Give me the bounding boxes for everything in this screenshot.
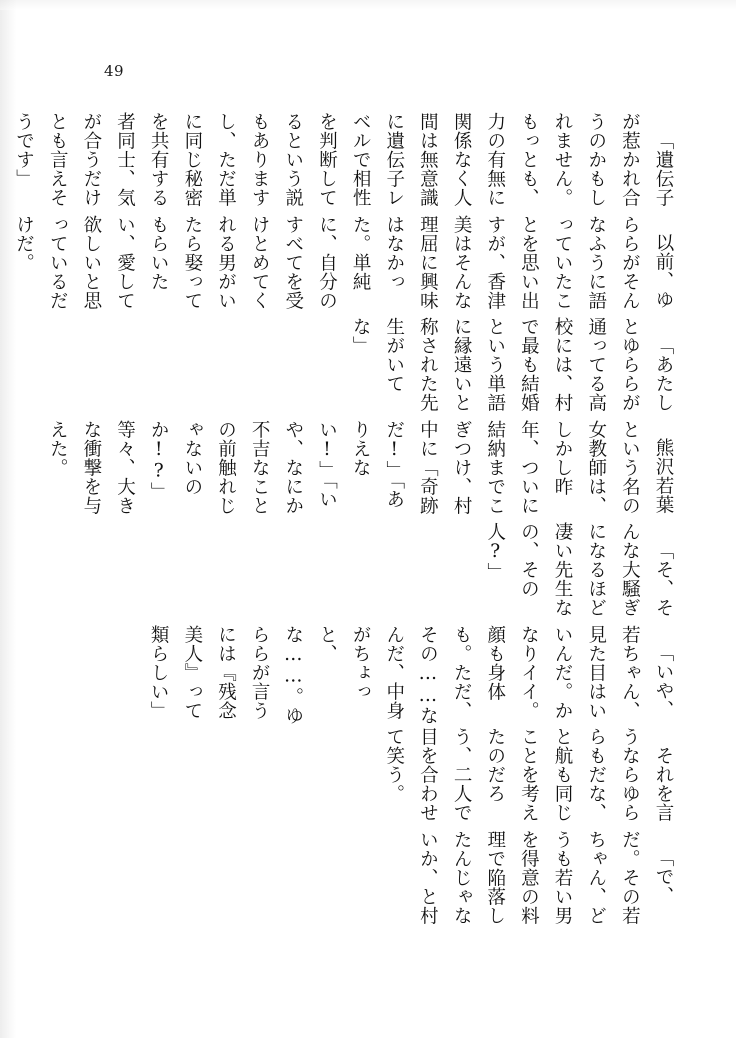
body-paragraph: 「で、だ。その若ちゃん、どうも若い男を得意の料理で陥落したんじゃないか、と村 — [417, 829, 674, 925]
vertical-text-body — [13, 112, 680, 932]
body-paragraph: 「遺伝子が惹かれ合うのかもしれません。もっとも、力の有無に関係なく人間は無意識に遺伝子レベルで相性を判断してるという説もありますし、ただ単に同じ秘密を共有する者同士、気が合うだけとも言えそうです」 — [13, 112, 674, 208]
body-paragraph: 以前、ゆららがそんなふうに語っていたことを思い出すが、香津美はそんな理屈に興味はなかった。単純に、自分のすべてを受けとめてくれる男がいたら娶ってもらいたい、愛して欲しいと思っているだけだ。 — [13, 214, 674, 310]
body-paragraph: 熊沢若葉という名の女教師は、しかし昨年、ついに結納までこぎつけ、村中に「奇跡だ!」「ありえない!」「いや、なにか不吉なことの前触れじゃないのか!?」等々、大きな衝撃を与えた。 — [47, 419, 674, 515]
body-paragraph: 「いや、若ちゃん、見た目はいいんだ。かなりイイ。顔も身体も。ただ、その……なんだ、中身がちょっと、な……。ゆららが言うには『残念美人』って類らしい」 — [148, 624, 674, 725]
body-paragraph: それを言うならゆららもだな、と航も同じことを考えたのだろう、二人で目を合わせて笑う。 — [383, 727, 674, 823]
scan-edge-shadow-top — [0, 0, 736, 10]
body-paragraph: 「そ、そんな大騒ぎになるほど凄い先生なの、その人?」 — [484, 522, 674, 618]
body-paragraph: 「あたしとゆららが通ってる高校には、村で最も結婚という単語に縁遠いと称された先生がいてな」 — [350, 317, 674, 413]
page-number: 49 — [104, 62, 125, 80]
